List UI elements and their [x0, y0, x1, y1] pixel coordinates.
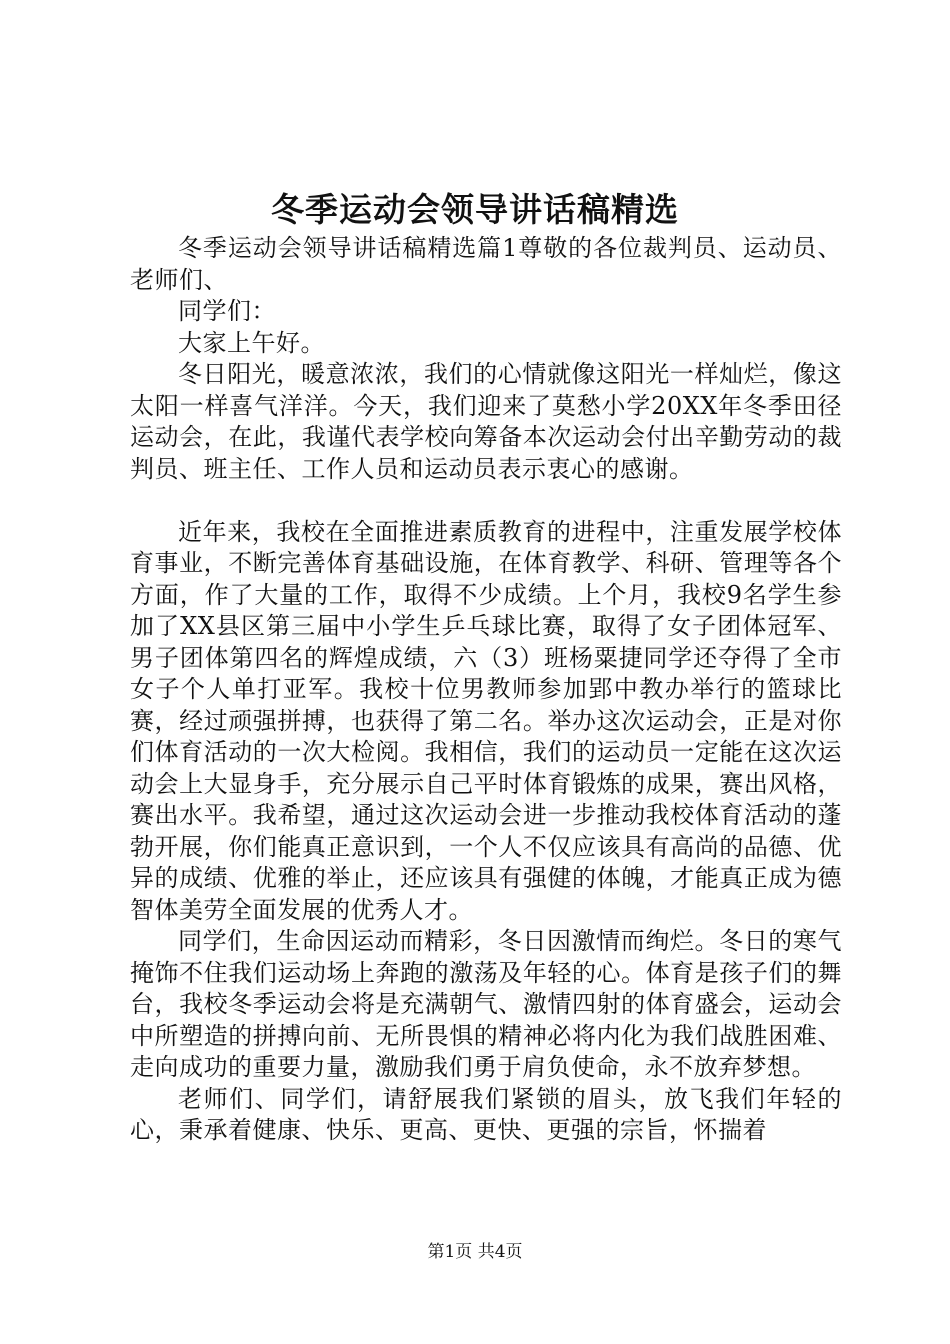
- paragraph-good-morning: 大家上午好。: [178, 328, 325, 357]
- paragraph-teachers-students: 老师们、同学们，请舒展我们紧锁的眉头，放飞我们年轻的心，秉承着健康、快乐、更高、更快、更强的宗旨，怀揣着: [130, 1084, 842, 1144]
- paragraph-life-sport: 同学们，生命因运动而精彩，冬日因激情而绚烂。冬日的寒气掩饰不住我们运动场上奔跑的激荡及年轻的心。体育是孩子们的舞台，我校冬季运动会将是充满朝气、激情四射的体育盛会，运动会中所塑造的拼搏向前、无所畏惧的精神必将内化为我们战胜困难、走向成功的重要力量，激励我们勇于肩负使命，永不放弃梦想。: [130, 927, 842, 1081]
- document-body: [130, 233, 842, 1147]
- paragraph-recent-years: 近年来，我校在全面推进素质教育的进程中，注重发展学校体育事业，不断完善体育基础设施，在体育教学、科研、管理等各个方面，作了大量的工作，取得不少成绩。上个月，我校9名学生参加了XX县区第三届中小学生乒乓球比赛，取得了女子团体冠军、男子团体第四名的辉煌成绩，六（3）班杨粟捷同学还夺得了全市女子个人单打亚军。我校十位男教师参加郢中教办举行的篮球比赛，经过顽强拼搏，也获得了第二名。举办这次运动会，正是对你们体育活动的一次大检阅。我相信，我们的运动员一定能在这次运动会上大显身手，充分展示自己平时体育锻炼的成果，赛出风格，赛出水平。我希望，通过这次运动会进一步推动我校体育活动的蓬勃开展，你们能真正意识到，一个人不仅应该具有高尚的品德、优异的成绩、优雅的举止，还应该具有强健的体魄，才能真正成为德智体美劳全面发展的优秀人才。: [130, 517, 842, 924]
- paragraph-greeting: 冬季运动会领导讲话稿精选篇1尊敬的各位裁判员、运动员、老师们、: [130, 234, 842, 294]
- page-footer: 第1页 共4页: [427, 1242, 523, 1262]
- paragraph-winter-sun: 冬日阳光，暖意浓浓，我们的心情就像这阳光一样灿烂，像这太阳一样喜气洋洋。今天，我们迎来了莫愁小学20XX年冬季田径运动会，在此，我谨代表学校向筹备本次运动会付出辛勤劳动的裁判员、班主任、工作人员和运动员表示衷心的感谢。: [130, 360, 842, 483]
- document-title: 冬季运动会领导讲话稿精选: [271, 190, 679, 229]
- paragraph-students: 同学们：: [178, 297, 276, 325]
